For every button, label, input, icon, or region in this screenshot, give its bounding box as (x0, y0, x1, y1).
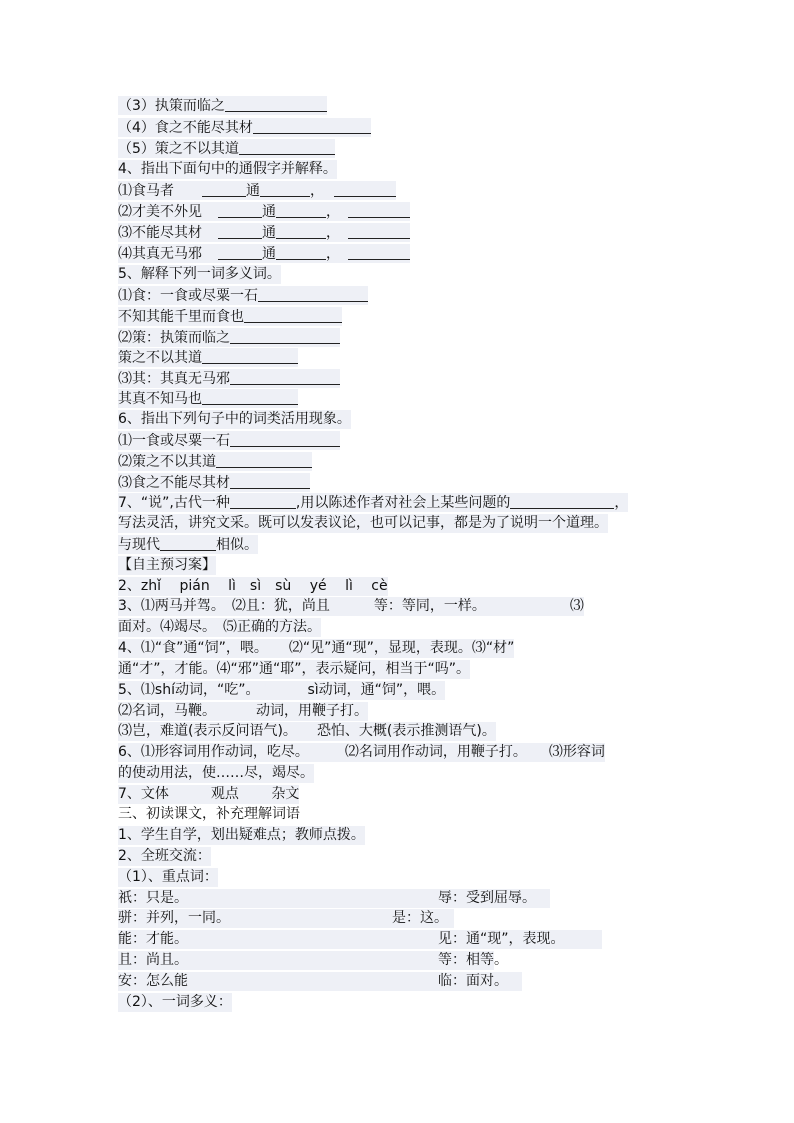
answer-text: 恐怕、大概(表示推测语气)。 (316, 723, 496, 739)
answer-text: 动词，用鞭子打。 (256, 703, 368, 719)
answer-blank (230, 493, 296, 509)
answer-text: sì动词，通“饲”，喂。 (307, 682, 446, 698)
paragraph-line (118, 514, 608, 533)
answer-line (118, 660, 470, 679)
paragraph-text: 写法灵活，讲究文采。既可以发表议论，也可以记事，都是为了说明一个道理。 (118, 515, 608, 531)
answer-blank (276, 223, 326, 239)
subheading-text: （2）、一词多义： (118, 994, 232, 1010)
section-heading (118, 265, 281, 284)
answer-blank (348, 244, 410, 260)
question-text: ,用以陈述作者对社会上某些问题的 (295, 495, 511, 511)
question-text: 与现代 (118, 537, 160, 553)
answer-blank (239, 139, 335, 155)
answer-line (118, 618, 321, 637)
answer-blank (230, 473, 310, 489)
question-text: ⑶食之不能尽其材 (118, 475, 230, 491)
section-heading (118, 160, 337, 179)
vocab-row (118, 972, 522, 991)
tongjia-line (118, 202, 410, 221)
answer-text: 6、⑴形容词用作动词，吃尽。 (118, 744, 309, 760)
answer-line (118, 577, 388, 596)
vocab-entry: 见：通“现”，表现。 (438, 931, 565, 947)
answer-text: ⑵名词，马鞭。 (118, 703, 216, 719)
answer-text: 5、⑴shí动词，“吃”。 (118, 682, 260, 698)
answer-blank (260, 181, 310, 197)
answer-line (118, 722, 496, 741)
answer-blank (244, 307, 342, 323)
answer-blank (202, 348, 298, 364)
vocab-entry: 辱：受到屈辱。 (438, 890, 536, 906)
sentence-text: ⑵才美不外见 (118, 204, 202, 220)
comma-text: ， (310, 183, 324, 199)
question-line (118, 286, 368, 305)
subheading-text: （1）、重点词： (118, 869, 218, 885)
paragraph-text: 2、全班交流： (118, 848, 211, 864)
sentence-text: ⑷其真无马邪 (118, 246, 202, 262)
tong-text: 通 (246, 183, 260, 199)
answer-line (118, 785, 299, 804)
question-line (118, 307, 342, 326)
heading-text: 5、解释下列一词多义词。 (118, 266, 281, 282)
vocab-entry: 能：才能。 (118, 931, 188, 947)
question-line (118, 431, 340, 450)
tong-text: 通 (262, 225, 276, 241)
answer-line (118, 681, 445, 700)
vocab-entry: 等：相等。 (438, 952, 508, 968)
answer-text: 的使动用法，使……尽，竭尽。 (118, 765, 314, 781)
answer-text: 通“才”，才能。⑷“邪”通“耶”，表示疑问，相当于“吗”。 (118, 661, 471, 677)
answer-blank (230, 431, 340, 447)
vocab-entry: 骈：并列，一同。 (118, 910, 230, 926)
vocab-entry: 临：面对。 (438, 973, 508, 989)
question-line (118, 452, 312, 471)
question-text: ⑴食：一食或尽粟一石 (118, 288, 258, 304)
answer-blank (216, 452, 312, 468)
answer-blank (218, 223, 262, 239)
answer-line (118, 702, 368, 721)
sentence-text: ⑶不能尽其材 (118, 225, 202, 241)
question-text: 不知其能千里而食也 (118, 309, 244, 325)
answer-text: ⑵名词用作动词，用鞭子打。 (344, 744, 527, 760)
paragraph-line (118, 826, 365, 845)
answer-blank (230, 328, 340, 344)
comma-text: ， (326, 204, 340, 220)
tong-text: 通 (262, 246, 276, 262)
vocab-row (118, 951, 508, 970)
subsection-heading (118, 868, 218, 887)
question-text: ⑴一食或尽粟一石 (118, 433, 230, 449)
question-line (118, 348, 298, 367)
answer-blank (348, 202, 410, 218)
vocab-row (118, 889, 550, 908)
answer-blank (276, 202, 326, 218)
answer-text: ⑶形容词 (548, 744, 605, 760)
answer-text: 7、文体 观点 杂文 (118, 786, 300, 802)
answer-blank (348, 223, 410, 239)
answer-text: 3、⑴两马并驾。 ⑵且：犹，尚且 (118, 598, 330, 614)
vocab-entry: 且：尚且。 (118, 952, 188, 968)
answer-text: ⑶岂，难道(表示反问语气)。 (118, 723, 297, 739)
answer-line (118, 743, 605, 762)
question-text: ⑵策：执策而临之 (118, 330, 230, 346)
question-text: （5）策之不以其道 (118, 141, 239, 157)
question-line (118, 535, 258, 554)
question-line (118, 118, 371, 137)
subsection-heading (118, 993, 232, 1012)
answer-line (118, 597, 584, 616)
paragraph-text: 1、学生自学，划出疑难点；教师点拨。 (118, 827, 365, 843)
comma-text: ， (326, 225, 340, 241)
sentence-text: ⑴食马者 (118, 183, 174, 199)
answer-blank (510, 493, 614, 509)
section-title-text: 【自主预习案】 (118, 557, 216, 573)
heading-text: 三、初读课文，补充理解词语 (118, 806, 300, 822)
question-text: 相似。 (216, 537, 258, 553)
answer-text: 等：等同，一样。 (373, 598, 486, 614)
question-line (118, 369, 340, 388)
question-text: 7、“说”,古代一种 (118, 495, 230, 511)
answer-blank (334, 181, 396, 197)
tongjia-line (118, 244, 410, 263)
vocab-entry: 是：这。 (392, 910, 448, 926)
answer-blank (258, 286, 368, 302)
heading-text: 6、指出下列句子中的词类活用现象。 (118, 411, 351, 427)
answer-blank (202, 181, 246, 197)
vocab-entry: 祇：只是。 (118, 890, 188, 906)
question-line (118, 328, 340, 347)
tongjia-line (118, 181, 396, 200)
section-title (118, 556, 216, 575)
section-heading (118, 805, 300, 824)
question-text: 策之不以其道 (118, 350, 202, 366)
answer-blank (202, 389, 298, 405)
answer-blank (276, 244, 326, 260)
vocab-row (118, 909, 454, 928)
answer-text: 4、⑴“食”通“饲”，喂。 ⑵“见”通“现”，显现，表现。⑶“材” (118, 640, 515, 656)
vocab-row (118, 930, 602, 949)
answer-blank (230, 369, 340, 385)
answer-text: ⑶ (569, 598, 584, 614)
question-line (118, 473, 310, 492)
pinyin-text: 2、zhǐ pián lì sì sù yé lì cè (118, 578, 388, 594)
question-text: ⑶其：其真无马邪 (118, 371, 230, 387)
section-heading (118, 410, 351, 429)
heading-text: 4、指出下面句中的通假字并解释。 (118, 161, 337, 177)
question-line (118, 139, 335, 158)
answer-text: 面对。⑷竭尽。 ⑸正确的方法。 (118, 619, 321, 635)
answer-blank (218, 202, 262, 218)
question-text: （3）执策而临之 (118, 98, 225, 114)
comma-text: ， (614, 495, 629, 511)
answer-blank (160, 535, 216, 551)
question-text: ⑵策之不以其道 (118, 454, 216, 470)
comma-text: ， (326, 246, 340, 262)
answer-blank (253, 118, 371, 134)
answer-blank (218, 244, 262, 260)
question-line (118, 96, 327, 115)
answer-blank (225, 96, 327, 112)
question-text: 其真不知马也 (118, 391, 202, 407)
question-text: （4）食之不能尽其材 (118, 120, 253, 136)
tongjia-line (118, 223, 410, 242)
question-line (118, 493, 628, 512)
paragraph-line (118, 847, 211, 866)
answer-line (118, 764, 314, 783)
vocab-entry: 安：怎么能 (118, 973, 188, 989)
answer-line (118, 639, 514, 658)
question-line (118, 389, 298, 408)
tong-text: 通 (262, 204, 276, 220)
